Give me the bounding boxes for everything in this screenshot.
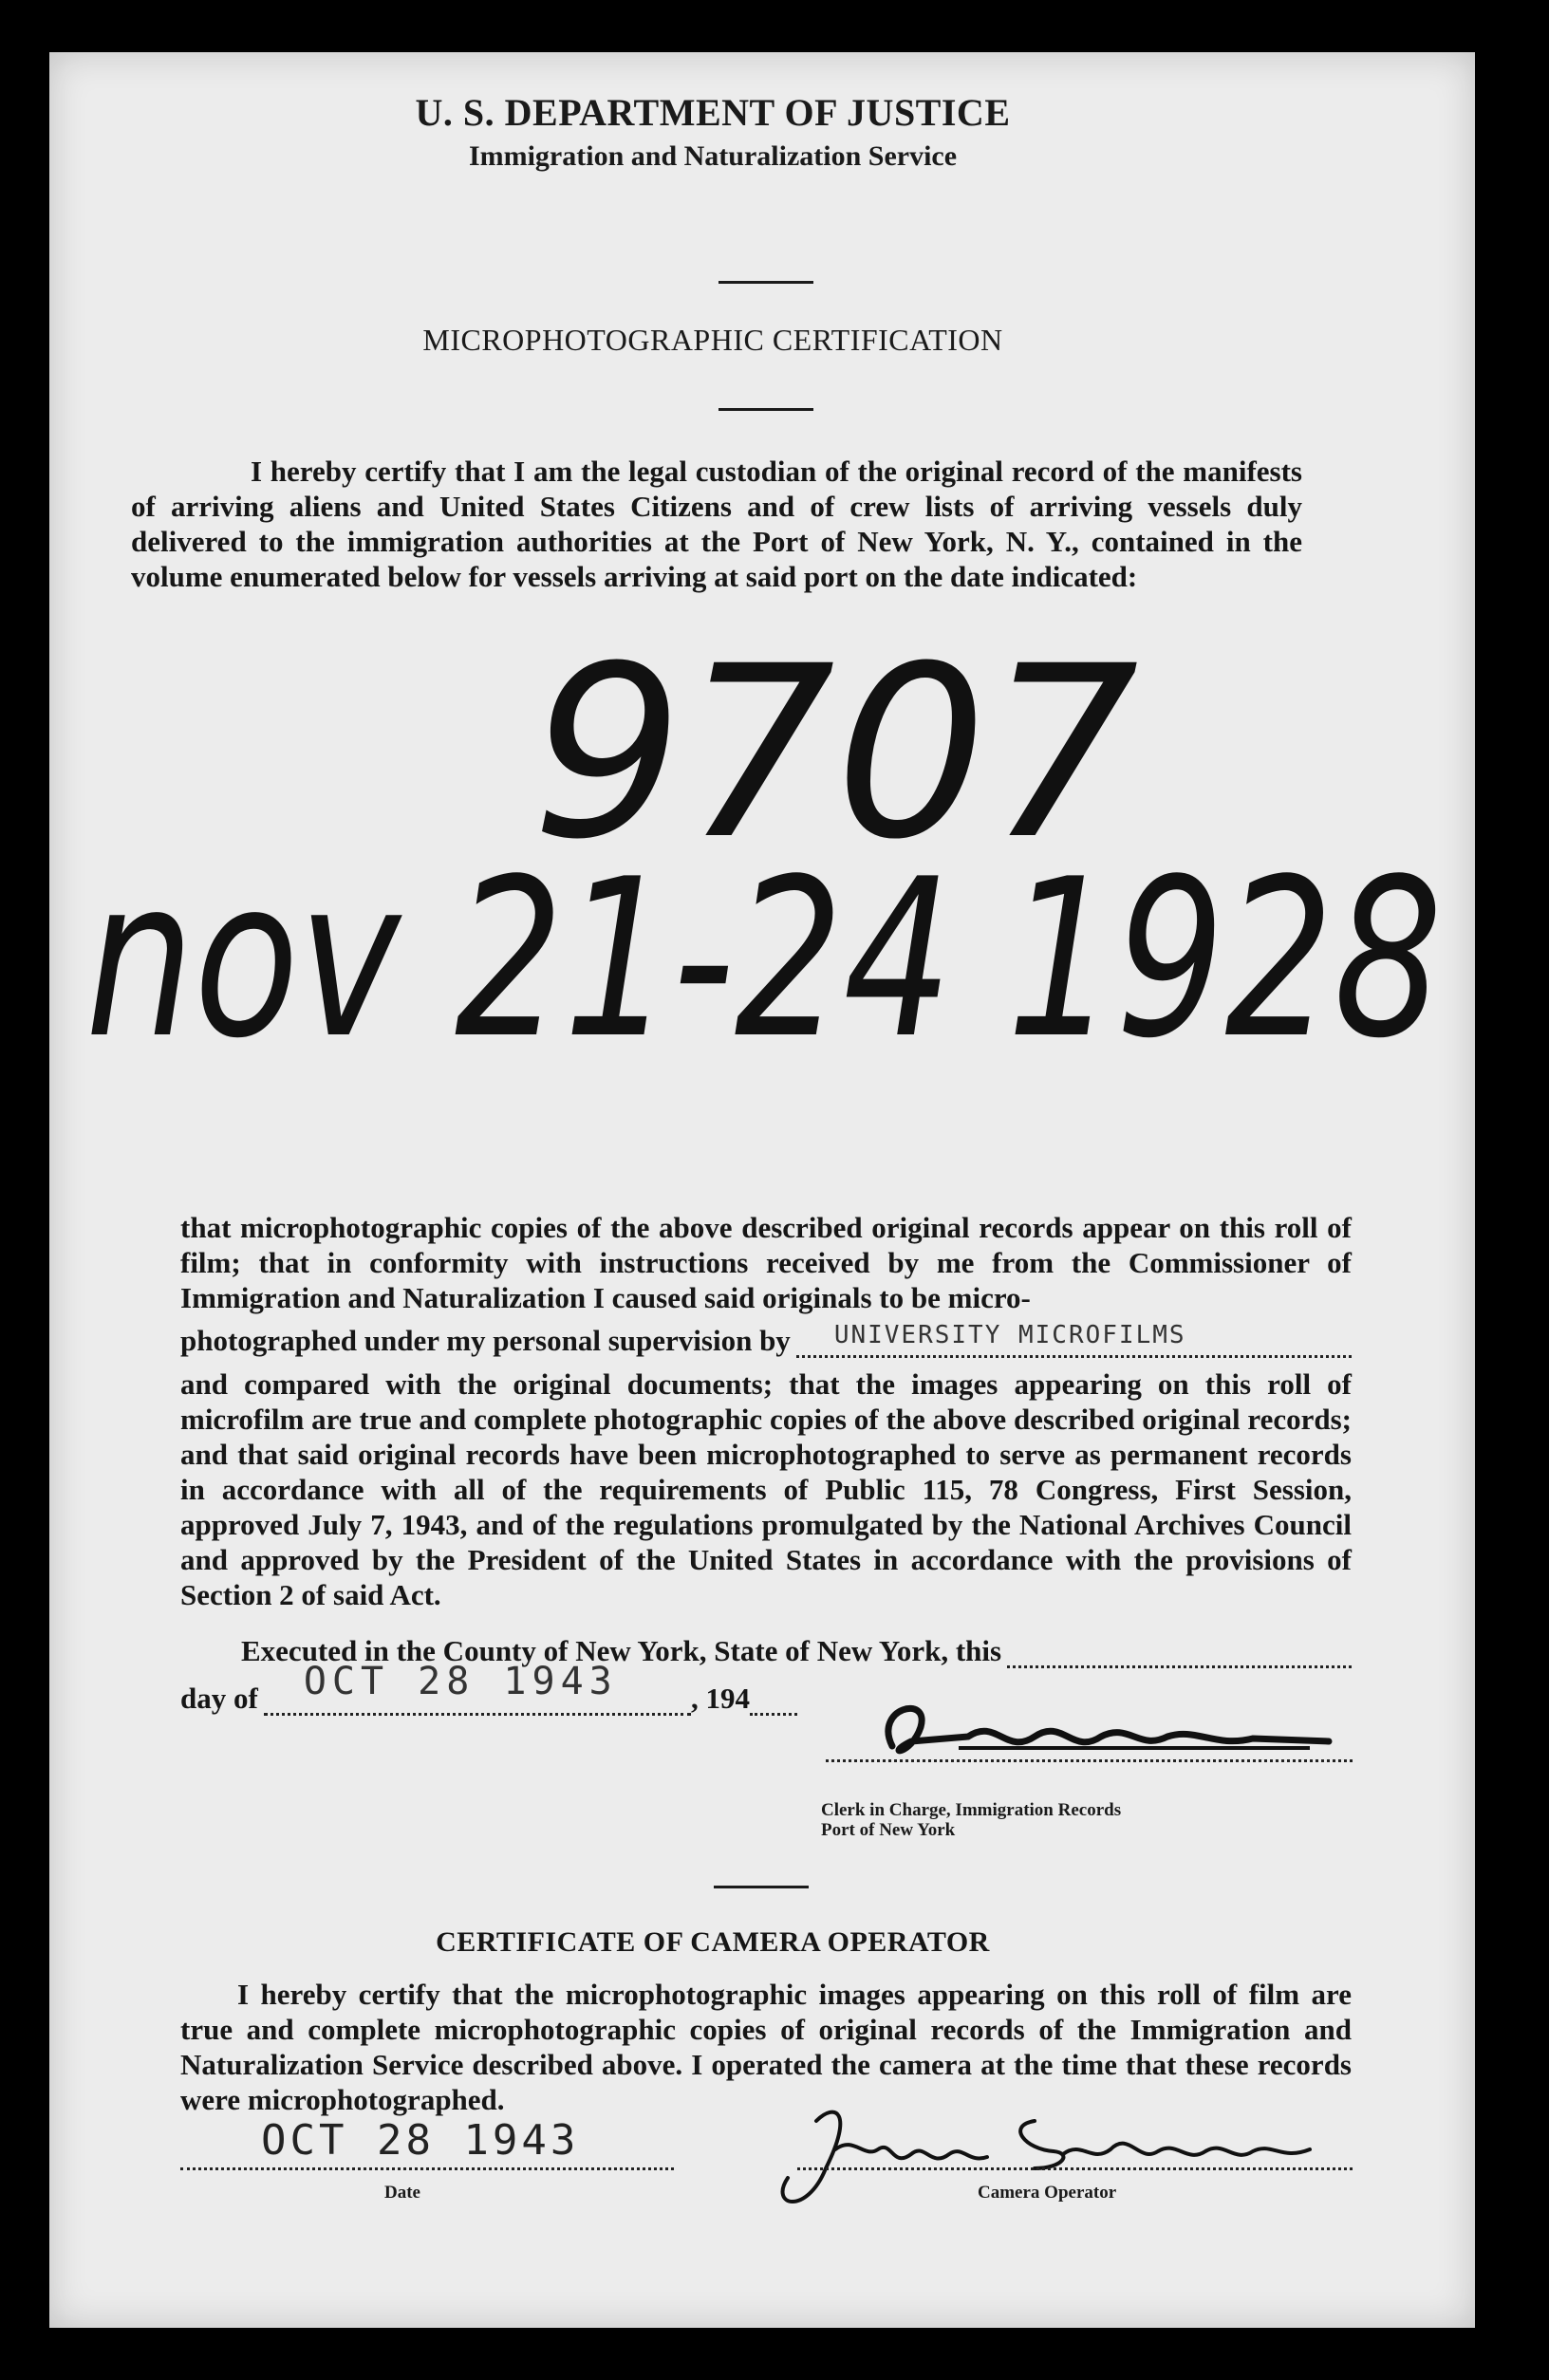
section-divider (714, 1886, 809, 1888)
header-divider-top (719, 281, 813, 284)
operator-signature (750, 2083, 1338, 2225)
supervision-line (180, 1321, 1352, 1358)
camera-operator-statement: I hereby certify that the microphotographic images appearing on this roll of film are true and complete microphotographic copies of original records of the Immigration and Naturalization Service described above. I operated the camera at the time that these records were microphotographed. (180, 1978, 1352, 2116)
clerk-title: Clerk in Charge, Immigration Records (821, 1800, 1122, 1820)
executed-day-blank (1007, 1639, 1352, 1668)
clerk-signature (854, 1689, 1348, 1775)
volume-number-text: 9707 (532, 615, 1139, 891)
date-line (180, 2164, 674, 2170)
camera-operator-title: CERTIFICATE OF CAMERA OPERATOR (436, 1926, 990, 1958)
supervision-stamp: UNIVERSITY MICROFILMS (833, 1321, 1186, 1349)
day-of-stamp: OCT 28 1943 (303, 1660, 618, 1703)
date-range-text: nov 21-24 1928 (85, 833, 1443, 1087)
supervision-prefix: photographed under my personal supervision by (180, 1324, 791, 1357)
intro-paragraph: I hereby certify that I am the legal custodian of the original record of the manifests of arriving aliens and United States Citizens and of crew lists of arriving vessels duly delivered to the immigration authorities at the Port of New York, N. Y., contained in the volume enumerated below for vessels arriving at said port on the date indicated: (131, 455, 1302, 593)
body-paragraph-2: and compared with the original documents; that the images appearing on this roll of microfilm are true and complete photographic copies of the above described original records; and that said original records have been microphotographed to serve as permanent records in accordance with all of the requirements of Public 115, 78 Congress, First Session, approved July 7, 1943, and of the regulations promulgated by the National Archives Council and approved by the President of the United States in accordance with the provisions of Section 2 of said Act. (180, 1367, 1352, 1611)
executed-text: Executed in the County of New York, State of New York, this (241, 1634, 1002, 1667)
body-paragraph-1: that microphotographic copies of the above described original records appear on this roll of film; that in conformity with instructions received by me from the Commissioner of Immigration and Naturalization I caused said originals to be micro- (180, 1211, 1352, 1314)
year-blank (750, 1686, 797, 1716)
day-of-line (180, 1660, 797, 1716)
supervision-dotted-line (796, 1321, 1352, 1358)
date-label: Date (384, 2183, 420, 2203)
operator-signature-line (797, 2164, 1353, 2170)
certification-title: MICROPHOTOGRAPHIC CERTIFICATION (422, 323, 1003, 357)
day-of-label: day of (180, 1682, 258, 1715)
service-subheading: Immigration and Naturalization Service (468, 140, 958, 172)
operator-date-stamp: OCT 28 1943 (261, 2116, 580, 2165)
year-label: , 194 (691, 1682, 750, 1715)
operator-label: Camera Operator (978, 2183, 1117, 2203)
header-divider-bottom (719, 408, 813, 411)
handwritten-date-range (66, 816, 1452, 1129)
clerk-port: Port of New York (821, 1820, 956, 1840)
agency-heading: U. S. DEPARTMENT OF JUSTICE (415, 91, 1011, 134)
day-of-blank (264, 1660, 691, 1716)
